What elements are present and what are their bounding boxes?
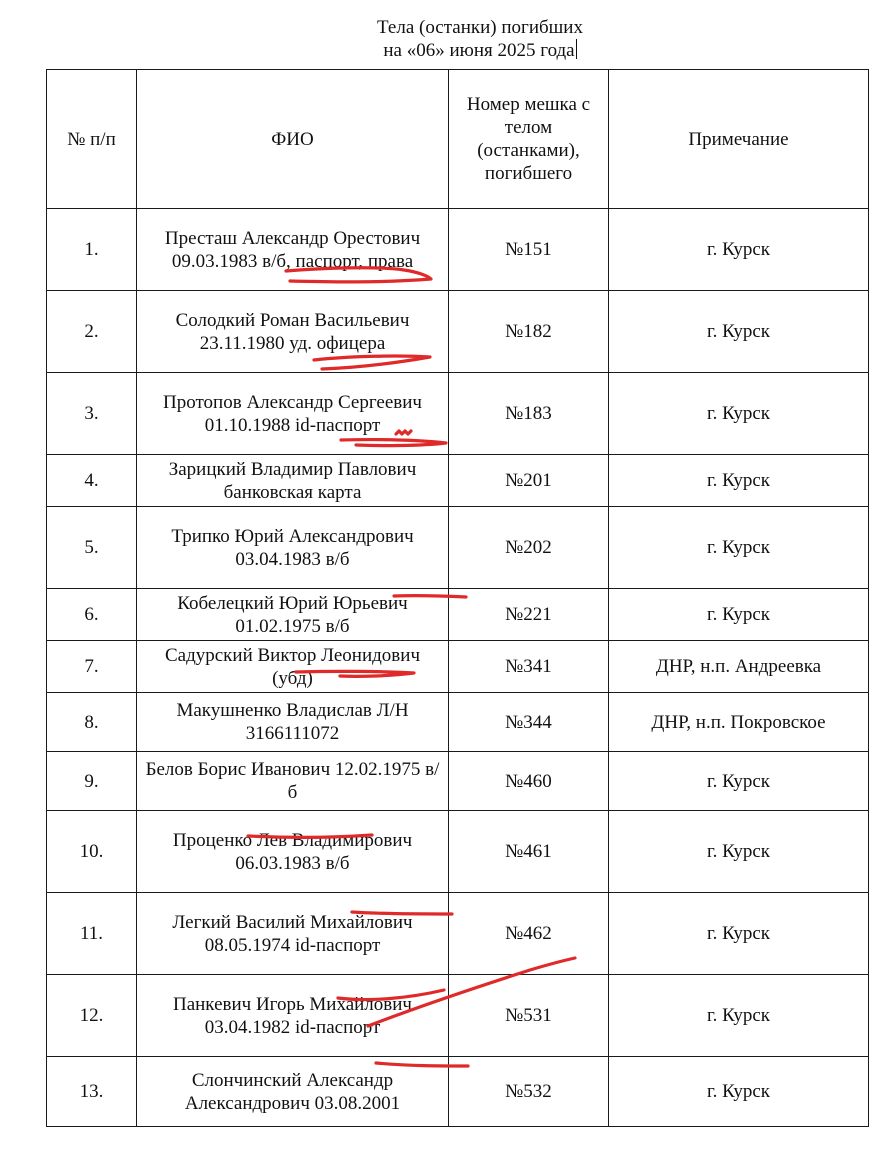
row-bag-number: №221 <box>449 589 609 641</box>
document-title <box>0 16 888 62</box>
header-bag-number: Номер мешка с телом (останками), погибшего <box>449 70 609 209</box>
row-number: 1. <box>47 209 137 291</box>
row-full-name: Зарицкий Владимир Павлович банковская карта <box>137 455 449 507</box>
row-number: 8. <box>47 693 137 752</box>
row-full-name: Протопов Александр Сергеевич 01.10.1988 id-паспорт <box>137 373 449 455</box>
row-number: 10. <box>47 811 137 893</box>
row-note: г. Курск <box>609 507 869 589</box>
header-note: Примечание <box>609 70 869 209</box>
row-full-name: Белов Борис Иванович 12.02.1975 в/б <box>137 752 449 811</box>
row-number: 11. <box>47 893 137 975</box>
row-note: г. Курск <box>609 455 869 507</box>
row-full-name: Кобелецкий Юрий Юрьевич 01.02.1975 в/б <box>137 589 449 641</box>
row-note: г. Курск <box>609 209 869 291</box>
row-note: г. Курск <box>609 1057 869 1127</box>
row-note: г. Курск <box>609 811 869 893</box>
title-line-2 <box>0 39 888 62</box>
row-bag-number: №462 <box>449 893 609 975</box>
row-bag-number: №151 <box>449 209 609 291</box>
table-row <box>47 811 869 893</box>
table-row <box>47 507 869 589</box>
table-header-row <box>47 70 869 209</box>
table-row <box>47 373 869 455</box>
row-bag-number: №201 <box>449 455 609 507</box>
title-line-1: Тела (останки) погибших <box>377 17 583 38</box>
row-bag-number: №460 <box>449 752 609 811</box>
row-note: ДНР, н.п. Покровское <box>609 693 869 752</box>
header-number: № п/п <box>47 70 137 209</box>
table-row <box>47 693 869 752</box>
row-bag-number: №341 <box>449 641 609 693</box>
row-note: г. Курск <box>609 589 869 641</box>
row-full-name: Солодкий Роман Васильевич 23.11.1980 уд. офицера <box>137 291 449 373</box>
text-cursor <box>576 39 577 59</box>
row-bag-number: №461 <box>449 811 609 893</box>
table-row <box>47 209 869 291</box>
row-number: 3. <box>47 373 137 455</box>
row-full-name: Престаш Александр Орестович 09.03.1983 в/б, паспорт, права <box>137 209 449 291</box>
row-full-name: Проценко Лев Владимирович 06.03.1983 в/б <box>137 811 449 893</box>
table-row <box>47 893 869 975</box>
casualties-table <box>46 69 869 1127</box>
row-number: 2. <box>47 291 137 373</box>
row-full-name: Панкевич Игорь Михайлович 03.04.1982 id-паспорт <box>137 975 449 1057</box>
row-number: 7. <box>47 641 137 693</box>
table-row <box>47 975 869 1057</box>
row-note: г. Курск <box>609 373 869 455</box>
header-name: ФИО <box>137 70 449 209</box>
table-row <box>47 641 869 693</box>
table-row <box>47 752 869 811</box>
row-full-name: Трипко Юрий Александрович 03.04.1983 в/б <box>137 507 449 589</box>
row-note: г. Курск <box>609 893 869 975</box>
row-bag-number: №202 <box>449 507 609 589</box>
row-number: 12. <box>47 975 137 1057</box>
row-note: г. Курск <box>609 975 869 1057</box>
row-bag-number: №344 <box>449 693 609 752</box>
row-bag-number: №183 <box>449 373 609 455</box>
row-note: г. Курск <box>609 291 869 373</box>
table-row <box>47 291 869 373</box>
row-number: 4. <box>47 455 137 507</box>
row-number: 6. <box>47 589 137 641</box>
row-number: 9. <box>47 752 137 811</box>
row-bag-number: №531 <box>449 975 609 1057</box>
row-full-name: Легкий Василий Михайлович 08.05.1974 id-паспорт <box>137 893 449 975</box>
row-full-name: Садурский Виктор Леонидович (убд) <box>137 641 449 693</box>
row-bag-number: №182 <box>449 291 609 373</box>
table-row <box>47 455 869 507</box>
table-row <box>47 589 869 641</box>
row-number: 13. <box>47 1057 137 1127</box>
row-bag-number: №532 <box>449 1057 609 1127</box>
row-note: г. Курск <box>609 752 869 811</box>
title-date-text: на «06» июня 2025 года <box>383 40 575 61</box>
row-full-name: Макушненко Владислав Л/Н 3166111072 <box>137 693 449 752</box>
row-note: ДНР, н.п. Андреевка <box>609 641 869 693</box>
row-number: 5. <box>47 507 137 589</box>
table-row <box>47 1057 869 1127</box>
row-full-name: Слончинский Александр Александрович 03.08.2001 <box>137 1057 449 1127</box>
